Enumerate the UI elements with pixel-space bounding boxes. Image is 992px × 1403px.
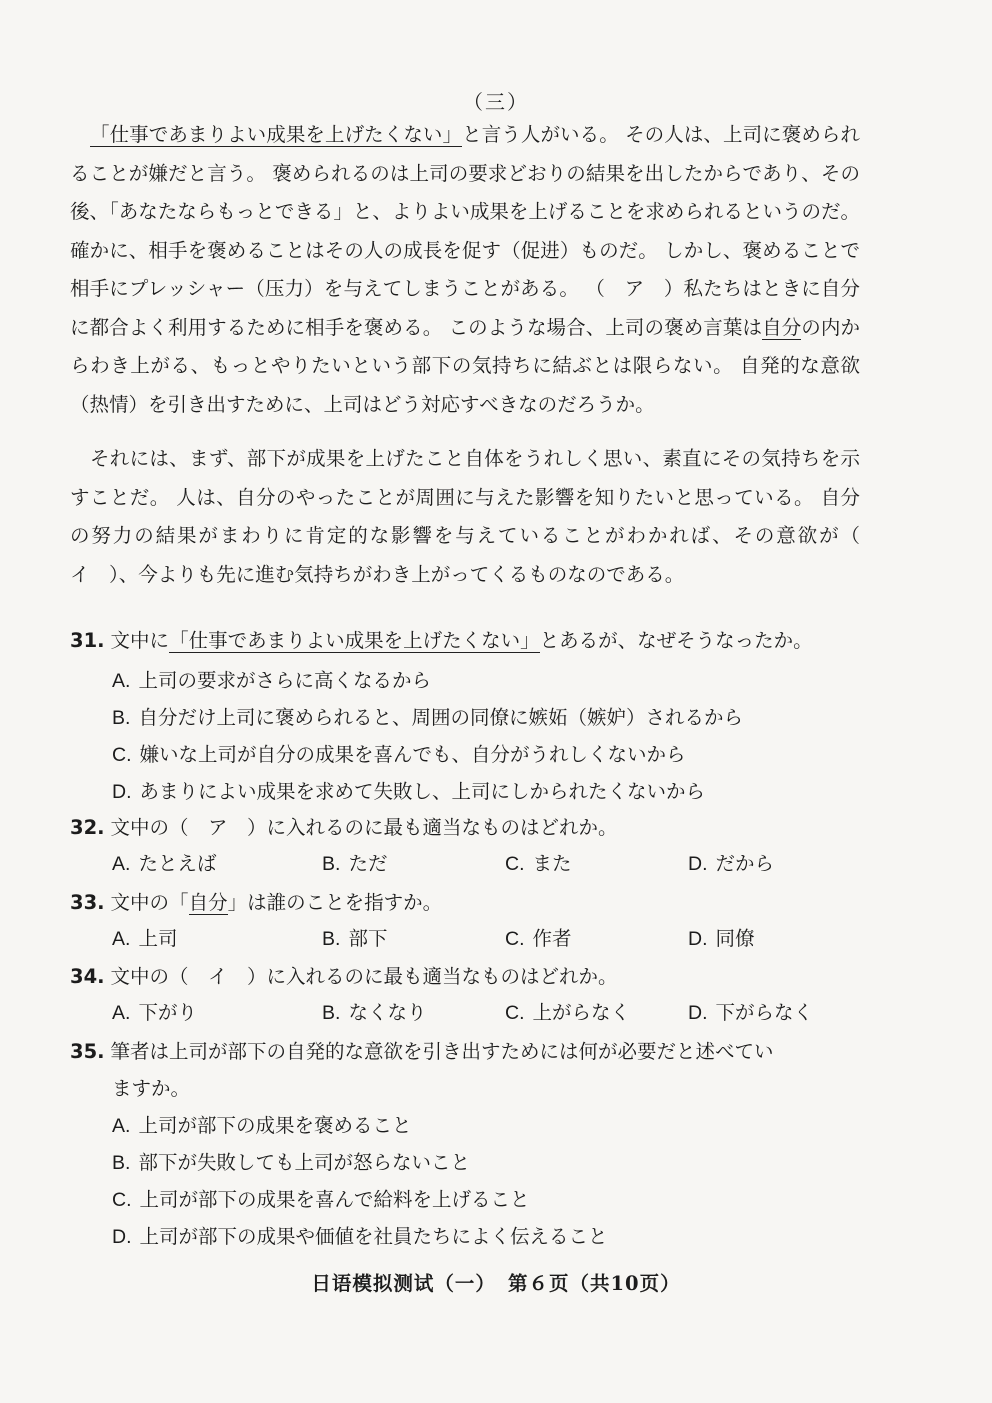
question-35-stem-line2: ますか。 [112, 1077, 191, 1100]
option-32-c [505, 849, 572, 879]
question-34-stem [70, 962, 870, 992]
stem-text: 文中の（ ア ）に入れるのに最も適当なものはどれか。 [110, 816, 618, 839]
option-32-d [688, 849, 774, 879]
stem-text: 」は誰のことを指すか。 [227, 891, 443, 914]
stem-text: 文中の（ イ ）に入れるのに最も適当なものはどれか。 [110, 965, 618, 988]
page-footer [0, 1268, 992, 1296]
option-letter: A. [112, 1002, 131, 1024]
question-33-stem [70, 888, 870, 918]
option-34-d [688, 998, 813, 1028]
option-34-b [322, 998, 426, 1028]
option-letter: C. [505, 1002, 525, 1024]
option-letter: D. [688, 928, 708, 950]
option-32-a [112, 849, 216, 879]
stem-underlined: 「仕事であまりよい成果を上げたくない」 [169, 629, 540, 652]
option-text: 作者 [532, 927, 572, 950]
passage-text-a: と言う人がいる。 その人は、上司に褒められることが嫌だと言う。 褒められるのは上司の要求どおりの結果を出したからであり、その後、「あなたならもっとできる」と、よりよい成果を上げることを求められるというのだ。 確かに、相手を褒めることはその人の成長を促す（促进）ものだ。 しかし、褒めることで相手にプレッシャー（压力）を与えてしまうことがある。 （ ア ）私たちはときに自分に都合よく利用するために相手を褒める。 このような場合、上司の褒め言葉は [70, 123, 860, 339]
option-34-c [505, 998, 630, 1028]
option-letter: A. [112, 670, 131, 692]
option-letter: D. [112, 781, 132, 803]
passage-text-b: の内からわき上がる、もっとやりたいという部下の気持ちに結ぶとは限らない。 自発的な意欲（热情）を引き出すために、上司はどう対応すべきなのだろうか。 [70, 315, 860, 416]
option-letter: B. [322, 853, 341, 875]
option-letter: C. [505, 853, 525, 875]
option-letter: B. [112, 1152, 131, 1174]
option-text: 同僚 [715, 927, 755, 950]
question-number: 34. [70, 965, 105, 988]
option-text: なくなり [348, 1001, 427, 1024]
option-text: また [532, 852, 572, 875]
option-letter: D. [112, 1226, 132, 1248]
option-34-a [112, 998, 197, 1028]
footer-page-number: 第６页（共10页） [507, 1272, 681, 1295]
option-33-c [505, 924, 572, 954]
option-33-d [688, 924, 755, 954]
option-letter: D. [688, 1002, 708, 1024]
option-letter: A. [112, 928, 131, 950]
stem-text: 文中の「 [110, 891, 189, 914]
option-text: だから [715, 852, 775, 875]
option-text: 部下 [348, 927, 388, 950]
option-text: 部下が失敗しても上司が怒らないこと [138, 1151, 470, 1174]
option-35-c [112, 1185, 530, 1215]
option-text: 嫌いな上司が自分の成果を喜んでも、自分がうれしくないから [139, 743, 686, 766]
stem-underlined: 自分 [188, 891, 228, 914]
option-text: たとえば [138, 852, 217, 875]
option-31-b [112, 703, 743, 733]
option-letter: B. [322, 928, 341, 950]
option-letter: C. [112, 1189, 132, 1211]
question-number: 32. [70, 816, 105, 839]
footer-exam-title: 日语模拟测试（一） [311, 1272, 496, 1295]
section-title: （三） [463, 90, 529, 114]
option-letter: A. [112, 1115, 131, 1137]
option-letter: C. [112, 744, 132, 766]
option-text: ただ [348, 852, 388, 875]
option-33-b [322, 924, 387, 954]
option-31-d [112, 777, 705, 807]
option-35-d [112, 1222, 608, 1252]
option-letter: C. [505, 928, 525, 950]
option-letter: A. [112, 853, 131, 875]
option-text: 上司が部下の成果を喜んで給料を上げること [139, 1188, 530, 1211]
option-text: 上司が部下の成果や価値を社員たちによく伝えること [139, 1225, 608, 1248]
passage-paragraph-1 [70, 116, 860, 424]
option-text: 自分だけ上司に褒められると、周囲の同僚に嫉妬（嫉妒）されるから [138, 706, 743, 729]
question-35-stem [70, 1037, 870, 1067]
question-31-stem [70, 626, 870, 656]
underlined-word-jibun: 自分 [762, 315, 802, 339]
option-32-b [322, 849, 387, 879]
question-32-stem [70, 813, 870, 843]
option-letter: B. [322, 1002, 341, 1024]
option-text: 下がり [138, 1001, 197, 1024]
option-text: 上司が部下の成果を褒めること [138, 1114, 412, 1137]
option-33-a [112, 924, 177, 954]
underlined-quote: 「仕事であまりよい成果を上げたくない」 [90, 123, 463, 146]
option-31-c [112, 740, 686, 770]
passage-paragraph-2: それには、まず、部下が成果を上げたこと自体をうれしく思い、素直にその気持ちを示すことだ。 人は、自分のやったことが周囲に与えた影響を知りたいと思っている。 自分の努力の結果がまわりに肯定的な影響を与えていることがわかれば、その意欲が（ イ ）、今よりも先に進む気持ちがわき上がってくるものなのである。 [70, 447, 880, 586]
option-31-a [112, 666, 431, 696]
question-number: 33. [70, 891, 105, 914]
question-number: 31. [70, 629, 105, 652]
option-text: 上がらなく [532, 1001, 631, 1024]
option-text: 下がらなく [715, 1001, 814, 1024]
option-letter: B. [112, 707, 131, 729]
option-letter: D. [688, 853, 708, 875]
stem-text: 筆者は上司が部下の自発的な意欲を引き出すためには何が必要だと述べてい [110, 1040, 774, 1063]
option-35-a [112, 1111, 411, 1141]
question-number: 35. [70, 1040, 105, 1063]
option-text: あまりによい成果を求めて失敗し、上司にしかられたくないから [139, 780, 706, 803]
option-35-b [112, 1148, 470, 1178]
option-text: 上司 [138, 927, 178, 950]
stem-text: とあるが、なぜそうなったか。 [539, 629, 813, 652]
stem-text: 文中に [110, 629, 170, 652]
option-text: 上司の要求がさらに高くなるから [138, 669, 431, 692]
